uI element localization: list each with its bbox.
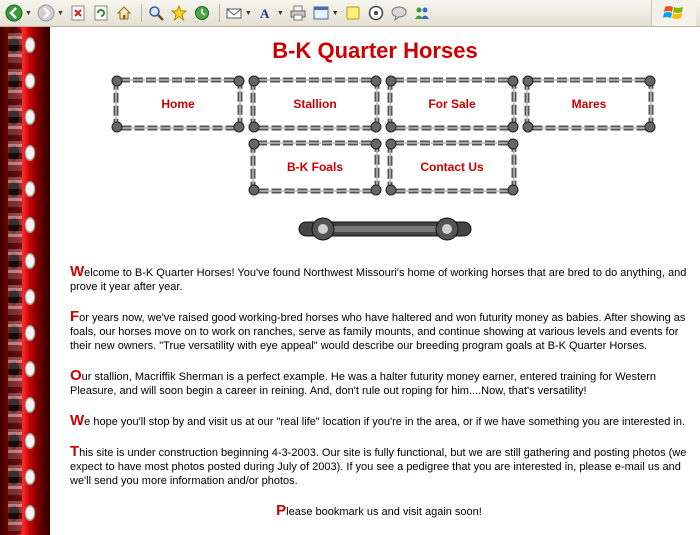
paragraph <box>70 369 688 398</box>
nav-mares-button[interactable] <box>522 75 656 133</box>
nav-bk-foals-label: B-K Foals <box>286 160 343 174</box>
edit-dropdown-icon[interactable]: ▼ <box>331 9 339 17</box>
paragraph <box>70 445 688 488</box>
nav-contact-us-label: Contact Us <box>420 160 484 174</box>
windows-logo-icon <box>651 0 696 26</box>
toolbar-separator <box>141 4 142 22</box>
notes-icon[interactable] <box>343 3 363 23</box>
nav-home-label: Home <box>161 97 195 111</box>
people-icon[interactable] <box>412 3 432 23</box>
paragraph-text: e hope you'll stop by and visit us at our "real life" location if you're in the area, or if we have something you are interested in. <box>84 416 686 428</box>
paragraph <box>70 265 688 294</box>
nav-mares-label: Mares <box>571 97 607 111</box>
history-icon[interactable] <box>192 3 212 23</box>
paragraph <box>70 310 688 353</box>
chain-divider-icon <box>295 214 475 244</box>
drop-cap: P <box>276 502 287 519</box>
drop-cap: W <box>70 263 85 280</box>
font-size-icon[interactable] <box>256 3 276 23</box>
messenger-icon[interactable] <box>389 3 409 23</box>
refresh-icon[interactable] <box>91 3 111 23</box>
back-icon[interactable] <box>4 3 24 23</box>
paragraph-text: his site is under construction beginning 4-3-2003. Our site is fully functional, but we are still gathering and posting photos (we expect to have most photos posted during July of 2003). If you see a pedigree that you are interested in, please e-mail us and we'll send you more information and/or photos. <box>70 447 687 487</box>
favorites-icon[interactable] <box>169 3 189 23</box>
paragraph-text: or years now, we've raised good working-bred horses who have haltered and won futurity money as babies. After showing as foals, our horses move on to work on ranches, serve as family mounts, and continue showing at various levels and events for their new owners. "True versatility with eye appeal" would describe our breeding program goals at B-K Quarter Horses. <box>70 312 686 352</box>
drop-cap: W <box>70 412 85 429</box>
decorative-side-border <box>0 27 50 535</box>
nav-stallion-button[interactable] <box>248 75 382 133</box>
nav-bk-foals-button[interactable] <box>248 138 382 196</box>
mail-dropdown-icon[interactable]: ▼ <box>244 9 252 17</box>
paragraph <box>70 414 688 429</box>
drop-cap: T <box>70 443 80 460</box>
browser-toolbar <box>0 0 700 27</box>
drop-cap: O <box>70 367 82 384</box>
closing-line <box>70 504 688 519</box>
search-icon[interactable] <box>146 3 166 23</box>
main-content <box>70 265 688 535</box>
print-icon[interactable] <box>288 3 308 23</box>
tools-icon[interactable] <box>366 3 386 23</box>
nav-contact-us-button[interactable] <box>385 138 519 196</box>
nav-for-sale-button[interactable] <box>385 75 519 133</box>
closing-text: lease bookmark us and visit again soon! <box>286 506 482 518</box>
svg-text:A: A <box>259 6 270 21</box>
back-dropdown-icon[interactable]: ▼ <box>25 9 32 17</box>
stop-icon[interactable] <box>68 3 88 23</box>
toolbar-separator <box>219 4 220 22</box>
nav-stallion-label: Stallion <box>293 97 337 111</box>
mail-icon[interactable] <box>224 3 244 23</box>
font-size-dropdown-icon[interactable]: ▼ <box>276 9 284 17</box>
forward-dropdown-icon[interactable]: ▼ <box>56 9 64 17</box>
paragraph-text: ur stallion, Macriffik Sherman is a perfect example. He was a halter futurity money earner, entered training for Western Pleasure, and will soon begin a career in reining. And, don't rule out roping for him....Now, that's versatility! <box>70 371 656 397</box>
nav-home-button[interactable] <box>111 75 245 133</box>
drop-cap: F <box>70 308 80 325</box>
paragraph-text: elcome to B-K Quarter Horses! You've found Northwest Missouri's home of working horses that are bred to do anything, and prove it year after year. <box>70 267 687 293</box>
home-icon[interactable] <box>114 3 134 23</box>
forward-icon[interactable] <box>36 3 56 23</box>
page-title: B-K Quarter Horses <box>272 38 478 63</box>
nav-for-sale-label: For Sale <box>428 97 476 111</box>
edit-icon[interactable] <box>311 3 331 23</box>
